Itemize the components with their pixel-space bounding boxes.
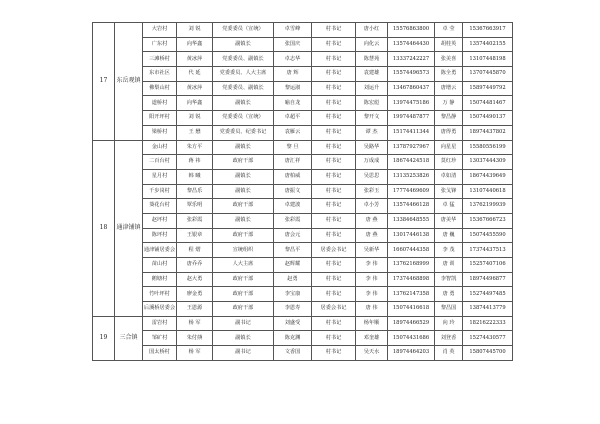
cell-contact-phone: 17374437513 [463,243,513,258]
table-row [93,125,513,140]
cell-cadre-title: 居委会书记 [312,302,356,317]
cell-secretary-name: 邓奎雄 [356,331,388,346]
cell-village: 金山村 [143,140,177,155]
cell-village: 后溪桥居委会 [143,302,177,317]
cell-secretary-phone: 13574464430 [388,37,435,52]
cell-cadre-title: 村书记 [312,199,356,214]
cell-contact-name: 李智凯 [435,272,463,287]
cell-leader-title: 党委委员、人大主席 [213,67,274,82]
cell-leader-name: 杨 军 [177,316,213,331]
cell-leader-title: 政府干部 [213,155,274,170]
cell-village: 雷岩村 [143,316,177,331]
cell-village: 东市社区 [143,67,177,82]
cell-cadre-name: 刘盛受 [274,316,312,331]
cell-cadre-title: 村书记 [312,184,356,199]
cell-contact-phone: 15257407106 [463,258,513,273]
group-number: 17 [93,23,115,141]
cell-secretary-name: 吴路华 [356,140,388,155]
cell-leader-name: 刘 锐 [177,111,213,126]
cell-contact-name: 唐 勇 [435,287,463,302]
cell-cadre-title: 村书记 [312,272,356,287]
cell-contact-name: 黎昌静 [435,111,463,126]
cell-contact-name: 卓 猛 [435,199,463,214]
table-row [93,81,513,96]
cell-leader-title: 人大主席 [213,258,274,273]
cell-leader-title: 政府干部 [213,302,274,317]
table-row [93,96,513,111]
cell-secretary-phone: 15174411344 [388,125,435,140]
cell-secretary-phone: 13135253826 [388,169,435,184]
cell-secretary-name: 李 伟 [356,258,388,273]
cell-contact-name: 唐增云 [435,81,463,96]
cell-secretary-phone: 13762147358 [388,287,435,302]
cell-secretary-name: 刘运升 [356,81,388,96]
cell-cadre-name: 袁雁云 [274,125,312,140]
table-row [93,258,513,273]
cell-contact-phone: 15580556199 [463,140,513,155]
cell-leader-title: 副书记 [213,316,274,331]
cell-cadre-name: 卓建波 [274,199,312,214]
cell-contact-name: 陈全勇 [435,67,463,82]
cell-contact-name: 张戈锋 [435,184,463,199]
cell-contact-name: 万 静 [435,96,463,111]
cell-leader-name: 王银章 [177,228,213,243]
cell-contact-name: 莫红珍 [435,155,463,170]
cell-leader-name: 向华鑫 [177,37,213,52]
cell-leader-title: 政府干部 [213,199,274,214]
cell-secretary-name: 李 伟 [356,272,388,287]
cell-cadre-title: 村书记 [312,287,356,302]
cell-contact-name: 李 茂 [435,243,463,258]
cell-leader-title: 党委委员（宣统） [213,111,274,126]
cell-contact-phone: 15074455590 [463,228,513,243]
cell-cadre-title: 村书记 [312,169,356,184]
cell-contact-name: 胡桂英 [435,37,463,52]
cell-leader-name: 张彩霞 [177,213,213,228]
cell-cadre-title: 村书记 [312,23,356,38]
cell-village: 陈坪村 [143,228,177,243]
cell-contact-phone: 15274430577 [463,331,513,346]
cell-secretary-phone: 15074416618 [388,302,435,317]
table-row [93,184,513,199]
cell-cadre-name: 赵勇 [274,272,312,287]
cell-leader-title: 副镇长 [213,331,274,346]
cell-secretary-name: 向化云 [356,37,388,52]
table-row [93,243,513,258]
cell-secretary-phone: 17374468898 [388,272,435,287]
cell-leader-title: 副镇长 [213,169,274,184]
contact-table [92,22,513,361]
cell-secretary-phone: 15576863800 [388,23,435,38]
table-body [93,23,513,361]
cell-leader-title: 党委委员（宣统） [213,23,274,38]
cell-cadre-name: 张彩霞 [274,213,312,228]
table-row [93,272,513,287]
cell-leader-name: 黄冰萍 [177,52,213,67]
cell-leader-title: 副镇长 [213,140,274,155]
cell-secretary-name: 吴思思 [356,169,388,184]
cell-secretary-phone: 13337242227 [388,52,435,67]
table-row [93,67,513,82]
cell-contact-name: 卓 莹 [435,23,463,38]
cell-secretary-name: 唐 燕 [356,213,388,228]
cell-secretary-name: 张彩玉 [356,184,388,199]
cell-secretary-phone: 13574466128 [388,199,435,214]
cell-contact-phone: 15367663917 [463,23,513,38]
cell-leader-title: 政府干部 [213,287,274,302]
cell-leader-title: 副镇长 [213,184,274,199]
cell-leader-title: 党委委员、纪委书记 [213,125,274,140]
cell-cadre-title: 村书记 [312,81,356,96]
cell-secretary-name: 卓小芳 [356,199,388,214]
cell-village: 通津铺居委会 [143,243,177,258]
cell-secretary-phone: 16607444358 [388,243,435,258]
cell-secretary-phone: 13974475186 [388,96,435,111]
cell-leader-title: 政府干部 [213,228,274,243]
cell-secretary-phone: 18974466529 [388,316,435,331]
cell-cadre-name: 卓超平 [274,111,312,126]
cell-contact-name: 向 玲 [435,316,463,331]
cell-secretary-name: 谭 杰 [356,125,388,140]
cell-cadre-title: 村书记 [312,155,356,170]
cell-leader-title: 副书记 [213,346,274,361]
cell-village: 阳开坪村 [143,111,177,126]
cell-cadre-title: 居委会书记 [312,243,356,258]
cell-secretary-phone: 15074431686 [388,331,435,346]
cell-cadre-name: 赵辉耀 [274,258,312,273]
cell-cadre-title: 村书记 [312,125,356,140]
cell-cadre-title: 村书记 [312,228,356,243]
table-row [93,140,513,155]
cell-cadre-title: 村书记 [312,346,356,361]
cell-cadre-title: 村书记 [312,140,356,155]
cell-contact-name: 向星星 [435,140,463,155]
cell-contact-phone: 15367666723 [463,213,513,228]
cell-leader-name: 朱方平 [177,140,213,155]
group-number: 18 [93,140,115,316]
cell-village: 二百台村 [143,155,177,170]
cell-secretary-name: 黎开文 [356,111,388,126]
cell-contact-name: 刘登香 [435,331,463,346]
cell-cadre-name: 李宝康 [274,287,312,302]
table-row [93,52,513,67]
cell-leader-name: 黄冰萍 [177,81,213,96]
cell-contact-phone: 18974437802 [463,125,513,140]
table-row [93,228,513,243]
town-name: 东岳观镇 [115,23,143,141]
cell-secretary-phone: 15574496573 [388,67,435,82]
cell-cadre-title: 村书记 [312,213,356,228]
cell-cadre-title: 村书记 [312,37,356,52]
cell-village: 苗山村 [143,258,177,273]
cell-cadre-title: 村书记 [312,331,356,346]
cell-cadre-title: 村书记 [312,96,356,111]
cell-leader-name: 王 懋 [177,125,213,140]
cell-contact-phone: 13574402155 [463,37,513,52]
cell-secretary-phone: 13467860437 [388,81,435,96]
cell-secretary-name: 陈慧苑 [356,52,388,67]
cell-leader-name: 唐乔乔 [177,258,213,273]
cell-leader-name: 杨 军 [177,346,213,361]
cell-cadre-name: 黎 旦 [274,140,312,155]
cell-contact-phone: 15274497485 [463,287,513,302]
cell-secretary-name: 万成成 [356,155,388,170]
cell-secretary-name: 吴天水 [356,346,388,361]
cell-village: 梁桥村 [143,125,177,140]
cell-secretary-name: 袁建雄 [356,67,388,82]
cell-secretary-phone: 17774469609 [388,184,435,199]
cell-contact-phone: 13707445870 [463,67,513,82]
cell-cadre-name: 唐振文 [274,184,312,199]
cell-contact-name: 唐得勇 [435,125,463,140]
cell-leader-title: 副镇长 [213,96,274,111]
cell-cadre-title: 村书记 [312,111,356,126]
table-row [93,346,513,361]
cell-contact-name: 卓如清 [435,169,463,184]
cell-contact-phone: 15807445700 [463,346,513,361]
cell-leader-name: 蒋 祎 [177,155,213,170]
cell-leader-title: 副镇长 [213,213,274,228]
town-name: 通津铺镇 [115,140,143,316]
cell-secretary-phone: 13787927967 [388,140,435,155]
cell-secretary-name: 吴新华 [356,243,388,258]
cell-village: 星月村 [143,169,177,184]
cell-cadre-name: 黎昌平 [274,243,312,258]
cell-contact-phone: 13762199939 [463,199,513,214]
cell-contact-phone: 13107448198 [463,52,513,67]
cell-secretary-name: 陈宏彪 [356,96,388,111]
table-row [93,111,513,126]
table-row [93,23,513,38]
cell-leader-title: 党委委员、副镇长 [213,81,274,96]
cell-village: 竹叶坪村 [143,287,177,302]
cell-leader-title: 政府干部 [213,272,274,287]
group-number: 19 [93,316,115,360]
cell-contact-phone: 18974496877 [463,272,513,287]
cell-village: 千步岗村 [143,184,177,199]
cell-leader-name: 廖金勇 [177,287,213,302]
cell-contact-phone: 13874413779 [463,302,513,317]
cell-village: 葵花台村 [143,199,177,214]
cell-secretary-name: 杨年顺 [356,316,388,331]
cell-village: 邹矿村 [143,331,177,346]
cell-village: 佛梨山村 [143,81,177,96]
cell-secretary-name: 李 伟 [356,287,388,302]
cell-contact-phone: 15074490137 [463,111,513,126]
table-row [93,302,513,317]
cell-leader-name: 代 延 [177,67,213,82]
cell-cadre-name: 文香国 [274,346,312,361]
table-row [93,331,513,346]
cell-cadre-title: 村书记 [312,52,356,67]
cell-leader-name: 赵大勇 [177,272,213,287]
table-row [93,37,513,52]
cell-contact-phone: 18216222333 [463,316,513,331]
cell-village: 鹅塘村 [143,272,177,287]
cell-contact-name: 肖 英 [435,346,463,361]
cell-contact-phone: 13037444309 [463,155,513,170]
cell-cadre-name: 唐汇祥 [274,155,312,170]
cell-secretary-phone: 13762168999 [388,258,435,273]
cell-contact-name: 黎昌国 [435,302,463,317]
cell-contact-phone: 15074481467 [463,96,513,111]
cell-cadre-name: 卓雪峰 [274,23,312,38]
table-row [93,199,513,214]
cell-leader-name: 黎昌乐 [177,184,213,199]
cell-leader-name: 覃乐明 [177,199,213,214]
cell-village: 广东村 [143,37,177,52]
cell-cadre-name: 喻自龙 [274,96,312,111]
cell-secretary-phone: 13384648555 [388,213,435,228]
cell-cadre-name: 黎运淑 [274,81,312,96]
cell-leader-title: 副镇长 [213,37,274,52]
cell-leader-name: 朱付蕻 [177,331,213,346]
cell-contact-name: 唐美华 [435,213,463,228]
table-row [93,213,513,228]
cell-cadre-name: 唐柏威 [274,169,312,184]
cell-cadre-name: 陈克渊 [274,331,312,346]
cell-secretary-phone: 18974464203 [388,346,435,361]
cell-secretary-phone: 13017446138 [388,228,435,243]
cell-cadre-name: 唐会元 [274,228,312,243]
table-row [93,287,513,302]
cell-contact-phone: 13107440618 [463,184,513,199]
cell-cadre-name: 张国庆 [274,37,312,52]
cell-contact-phone: 18674439649 [463,169,513,184]
cell-cadre-name: 唐 辉 [274,67,312,82]
cell-secretary-name: 唐小红 [356,23,388,38]
cell-leader-name: 程 熠 [177,243,213,258]
table-row [93,155,513,170]
table-row [93,169,513,184]
cell-cadre-title: 村书记 [312,316,356,331]
cell-village: 道桥村 [143,96,177,111]
cell-leader-name: 向华鑫 [177,96,213,111]
town-name: 三合镇 [115,316,143,360]
cell-secretary-phone: 18674424518 [388,155,435,170]
cell-leader-name: 韩 曦 [177,169,213,184]
cell-secretary-name: 唐 伟 [356,302,388,317]
cell-leader-title: 党委委员、副镇长 [213,52,274,67]
cell-cadre-title: 村书记 [312,67,356,82]
cell-village: 大岩村 [143,23,177,38]
cell-leader-name: 刘 锐 [177,23,213,38]
cell-leader-title: 宣统组织 [213,243,274,258]
cell-contact-name: 唐 巍 [435,228,463,243]
cell-contact-phone: 15897449792 [463,81,513,96]
cell-cadre-name: 李恩寿 [274,302,312,317]
cell-contact-name: 唐 训 [435,258,463,273]
cell-village: 三滩桥村 [143,52,177,67]
cell-cadre-name: 卓志华 [274,52,312,67]
cell-secretary-phone: 19974487877 [388,111,435,126]
cell-cadre-title: 村书记 [312,258,356,273]
cell-secretary-name: 唐 燕 [356,228,388,243]
cell-leader-name: 王恩源 [177,302,213,317]
cell-village: 国太桥村 [143,346,177,361]
cell-contact-name: 张美喜 [435,52,463,67]
cell-village: 赵坪村 [143,213,177,228]
table-row [93,316,513,331]
